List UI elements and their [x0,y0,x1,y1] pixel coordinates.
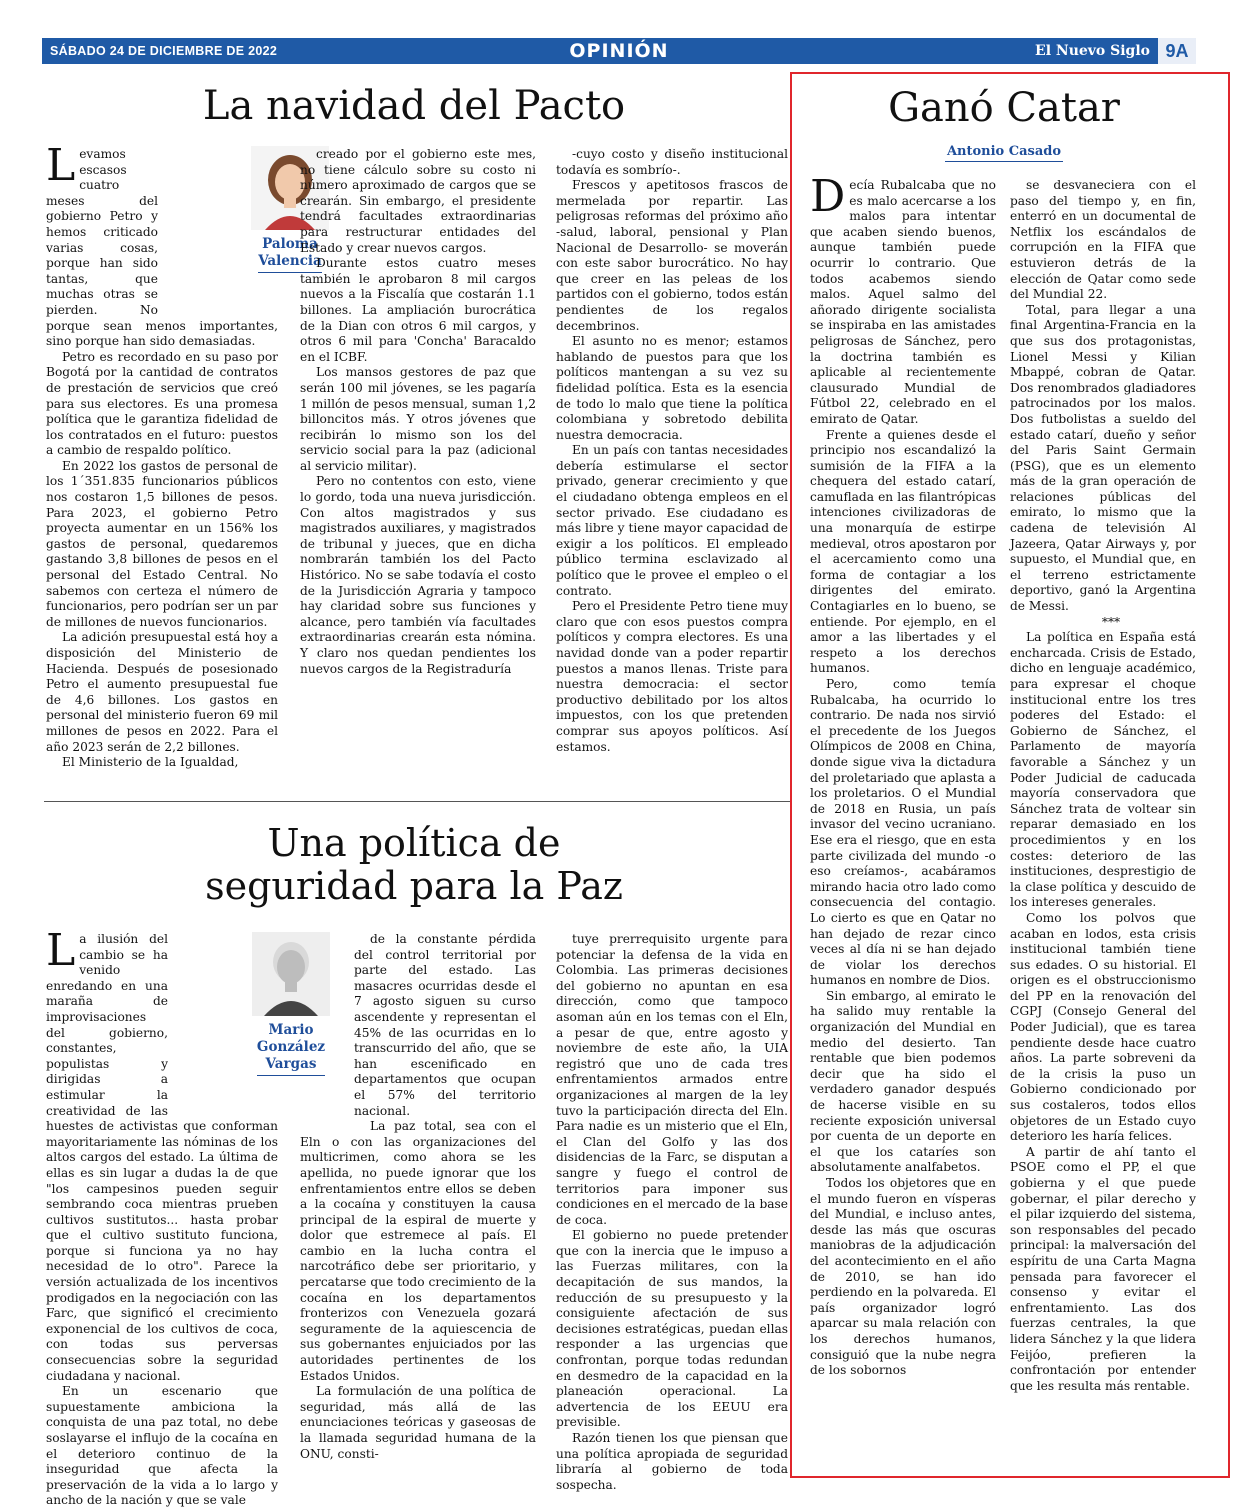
author-photo-spacer [300,932,354,1122]
author-last-name: Vargas [265,1056,317,1072]
drop-cap: L [46,140,76,191]
paragraph: En un escenario que supuestamente ambiciona la conquista de una paz total, no debe soslayarse el influjo de la cocaína en el deterioro continuo de la inseguridad que afecta la preservación de la vida a lo largo y ancho de la nación y que se vale [46,1384,278,1508]
paragraph: Pero no contentos con esto, viene lo gordo, toda una nueva jurisdicción. Con altos magistrados y sus magistrados auxiliares, y magistrados de tribunal y jueces, que en dicha nombrarán también los del Pacto Histórico. No se sabe todavía el costo de la Jurisdicción Agraria y tampoco hay claridad sobre sus funciones y alcance, pero también vía facultades extraordinarias crearán esta nómina. Y claro nos quedan pendientes los nuevos cargos de la Registraduría [300,474,536,676]
paragraph: La ilusión del cambio se ha venido enredando en una maraña de improvisaciones del gobierno, constantes, populistas y dirigidas a estimular la creatividad de las huestes de activistas que conforman mayoritariamente las nóminas de los altos cargos del estado. La última de ellas es sin lugar a dudas la de que "los campesinos pueden seguir sembrando coca mientras prueben cultivos sustitutos... hasta probar que el cultivo sustituto funciona, porque si funciona ya no hay necesidad de lo otro". Parece la versión actualizada de los incentivos prodigados en la negociación con las Farc, que significó el crecimiento exponencial de los cultivos de coca, con todas sus perversas consecuencias sobre la seguridad ciudadana y nacional. [46,925,278,1383]
article3-byline [800,144,1208,159]
article2-column-3 [556,932,788,1492]
paragraph: En 2022 los gastos de personal de los 1´351.835 funcionarios públicos nos costaron 1,5 billones de pesos. Para 2023, el gobierno Petro proyecta aumentar en un 156% los gastos de personal, quedaremos gastando 3,8 billones de pesos en el personal del Estado Central. No sabemos con certeza el número de funcionarios, pero podrían ser un par de millones de nuevos funcionarios. [46,458,278,629]
drop-cap: D [810,171,846,222]
paragraph: La adición presupuestal está hoy a disposición del Ministerio de Hacienda. Después de posesionado Petro el aumento presupuestal fue de 4,6 billones. Los gastos en personal del ministerio fueron 69 mil millones de pesos en 2022. Para el año 2023 serán de 2,2 billones. [46,630,278,754]
article3-column-1 [810,171,996,1470]
article-divider [44,801,792,802]
section-title: OPINIÓN [569,40,669,62]
paragraph: se desvaneciera con el paso del tiempo y, en fin, enterró en un documental de Netflix los escándalos de corrupción en la FIFA que estuvieron detrás de la elección de Qatar como sede del Mundial 22. [1010,178,1196,302]
drop-cap: L [46,925,76,976]
paragraph: Durante estos cuatro meses también le aprobaron 8 mil cargos nuevos a la Fiscalía que costarán 1.1 billones. La ampliación burocrática de la Dian con otros 6 mil cargos, y otros 6 mil para 'Concha' Baracaldo en el ICBF. [300,256,536,364]
article3-headline: Ganó Catar [888,85,1120,131]
newspaper-name: El Nuevo Siglo [1035,43,1150,59]
paragraph: Decía Rubalcaba que no es malo acercarse a los malos para intentar que acaben siendo buenos, aunque también puede ocurrir lo contrario. Que todos acabemos siendo malos. Aquel salmo del añorado dirigente socialista se inspiraba en las amistades peligrosas de Sánchez, pero la doctrina también es aplicable al recientemente clausurado Mundial de Fútbol 22, celebrado en el emirato de Qatar. [810,171,996,426]
article2-column-2 [300,932,536,1474]
paragraph: Frescos y apetitosos frascos de mermelada por repartir. Las peligrosas reformas del próximo año -salud, laboral, pensional y Plan Nacional de Desarrollo- se moverán con este sabor burocrático. No hay que creer en las peleas de los partidos con el gobierno, todos están pendientes de los regalos decembrinos. [556,178,788,333]
paragraph: creado por el gobierno este mes, no tiene cálculo sobre su costo ni número aproximado de cargos que se crearán. Sin embargo, el presidente tendrá facultades extraordinarias para restructurar entidades del Estado y crear nuevos cargos. [300,147,536,255]
paragraph: Los mansos gestores de paz que serán 100 mil jóvenes, se les pagaría 1 millón de pesos mensual, suman 1,2 billoncitos más. Y otros jóvenes que recibirán lo mismo son los del servicio social para la paz (adicional al servicio militar). [300,365,536,473]
issue-date: SÁBADO 24 DE DICIEMBRE DE 2022 [50,44,278,58]
paragraph: Razón tienen los que piensan que una política apropiada de seguridad libraría al gobierno de toda sospecha. [556,1431,788,1492]
article3-column-2 [1010,178,1196,1470]
paragraph: *** [1101,614,1121,629]
article2-headline-line1: Una política de [267,821,561,865]
author-first-name: Paloma [262,236,318,252]
paragraph: El asunto no es menor; estamos hablando de puestos para que los políticos mantengan a su vez su fidelidad política. Esta es la esencia de todo lo malo que tiene la política colombiana y sobretodo debilita nuestra democracia. [556,334,788,442]
paragraph: La paz total, sea con el Eln o con las organizaciones del multicrimen, como ahora se les apellida, no puede ignorar que los enfrentamientos entre ellos se deben a la cocaína y constituyen la causa principal de la espiral de muerte y dolor que estremece al país. El cambio en la lucha contra el narcotráfico debe ser prioritario, y percatarse que todo crecimiento de la cocaína en los departamentos fronterizos con Venezuela gozará seguramente de la aquiescencia de sus gobernantes enjuiciados por las autoridades pertinentes de los Estados Unidos. [300,1119,536,1383]
article1-column-2 [300,147,536,783]
paragraph: Como los polvos que acaban en lodos, esta crisis institucional también tiene sus edades. O su historial. El origen es el obstruccionismo del PP en la renovación del CGPJ (Consejo General del Poder Judicial), que es tarea pendiente desde hace cuatro años. La parte sobreveni da de la crisis la puso un Gobierno condicionado por sus costaleros, todos ellos objetores de un Estado cuyo deterioro les haría felices. [1010,910,1196,1144]
article1-column-1 [46,140,278,783]
paragraph: Pero el Presidente Petro tiene muy claro que con esos puestos compra políticos y compra electores. Es una navidad donde van a poder repartir puestos a manos llenas. Triste para nuestra democracia: el sector productivo debilitado por los altos impuestos, con los que pretenden comprar sus apoyos políticos. Así estamos. [556,599,788,754]
article1-headline: La navidad del Pacto [202,83,626,129]
paragraph: Levamos escasos cuatro meses del gobierno Petro y hemos criticado varias cosas, porque han sido tantas, que muchas otras se pierden. No porque sean menos importantes, sino porque han sido demasiadas. [46,140,278,349]
paragraph: El gobierno no puede pretender que con la inercia que le impuso a las Fuerzas militares, con la decapitación de sus mandos, la reducción de su presupuesto y la consiguiente afectación de sus decisiones estratégicas, puedan ellas responder a las urgencias que confrontan, porque todas redundan en desmedro de la capacidad en la planeación operacional. La advertencia de los EEUU era previsible. [556,1228,788,1430]
paragraph: La política en España está encharcada. Crisis de Estado, dicho en lenguaje académico, para expresar el choque institucional entre los tres poderes del Estado: el Gobierno de Sánchez, el Parlamento de mayoría favorable a Sánchez y un Poder Judicial de caducada mayoría conservadora que Sánchez trata de voltear sin reparar demasiado en los procedimientos y en los costes: deterioro de las instituciones, desprestigio de la clase política y descuido de los intereses generales. [1010,630,1196,910]
page-number: 9A [1158,38,1196,64]
paragraph: Sin embargo, al emirato le ha salido muy rentable la organización del Mundial en medio del desierto. Tan rentable que bien podemos decir que ha sido el verdadero ganador después de hacerse visible en su reciente exposición universal por cuenta de un deporte en el que los cataríes son absolutamente analfabetos. [810,988,996,1175]
author-name: Antonio Casado [945,144,1063,162]
paragraph: Pero, como temía Rubalcaba, ha ocurrido lo contrario. De nada nos sirvió el precedente de los Juegos Olímpicos de 2008 en China, donde sigue viva la dictadura del proletariado que aplasta a los proletarios. O el Mundial de 2018 en Rusia, un país invasor del vecino ucraniano. Ese era el riesgo, que en esta parte civilizada del mundo -o eso creíamos-, acabáramos mirando hacia otro lado como consecuencia del contagio. Lo cierto es que en Qatar no han dejado de rezar cinco veces al día ni se han dejado de violar los derechos humanos en nombre de Dios. [810,677,996,988]
paragraph: En un país con tantas necesidades debería estimularse el sector privado, generar crecimiento y que el ciudadano obtenga empleos en el sector privado. Ese ciudadano es más libre y tiene mayor capacidad de exigir a los políticos. El empleado público termina esclavizado al político que le provee el empleo o el contrato. [556,443,788,598]
article2-headline [44,822,784,907]
paragraph: A partir de ahí tanto el PSOE como el PP, el que gobierna y el que puede gobernar, el pilar derecho y el pilar izquierdo del sistema, son responsables del pecado principal: la malversación del espíritu de una Carta Magna pensada para favorecer el consenso y evitar el enfrentamiento. Las dos fuerzas centrales, la que lidera Sánchez y la que lidera Feijóo, prefieren la confrontación por entender que les resulta más rentable. [1010,1144,1196,1393]
author-last-name: Valencia [258,253,322,269]
paragraph: -cuyo costo y diseño institucional todavía es sombrío-. [556,147,788,177]
paragraph: Petro es recordado en su paso por Bogotá por la cantidad de contratos de prestación de servicios que creó para sus electores. Es una promesa política que le garantiza fidelidad de los contratados en el futuro: puestos a cambio de respaldo político. [46,349,278,458]
paragraph: Total, para llegar a una final Argentina-Francia en la que sus dos protagonistas, Lionel Messi y Kilian Mbappé, cobran de Qatar. Dos renombrados gladiadores patrocinados por los malos. Dos futbolistas a sueldo del estado catarí, dueño y señor del Paris Saint Germain (PSG), que es un elemento más de la gran operación de relaciones públicas del emirato, lo mismo que la cadena de televisión Al Jazeera, Qatar Airways y, por supuesto, el Mundial que, en el terreno estrictamente deportivo, ganó la Argentina de Messi. [1010,302,1196,614]
paragraph: Frente a quienes desde el principio nos escandalizó la sumisión de la FIFA a la chequera del estado catarí, camuflada en las filantrópicas intenciones civilizadoras de una monarquía de estirpe medieval, otros apostaron por el acercamiento como una forma de contagiar a los dirigentes del emirato. Contagiarles en lo bueno, se entiende. Por ejemplo, en el amor a las libertades y el respeto a los derechos humanos. [810,427,996,676]
paragraph: Todos los objetores que en el mundo fueron en vísperas del Mundial, e incluso antes, desde las más que oscuras maniobras de la adjudicación del acontecimiento en el año de 2010, se han ido perdiendo en la polvareda. El país organizador logró aparcar su mala relación con los derechos humanos, consiguió que la nube negra de los sobornos [810,1176,996,1378]
paragraph: El Ministerio de la Igualdad, [62,755,239,770]
article1-column-3 [556,147,788,783]
paragraph: tuye prerrequisito urgente para potenciar la defensa de la vida en Colombia. Las primeras decisiones del gobierno no apuntan en esa dirección, como que tampoco asoman aún en los temas con el Eln, a pesar de que, entre agosto y noviembre de este año, la UIA registró que uno de cada tres enfrentamientos armados entre organizaciones al margen de la ley tuvo la participación directa del Eln. Para nadie es un misterio que el Eln, el Clan del Golfo y las dos disidencias de la Farc, se disputan a sangre y fuego el control de territorios para imponer sus condiciones en el mercado de la base de coca. [556,932,788,1227]
masthead-bar [42,38,1196,64]
author-first-name: Mario [268,1022,314,1038]
paragraph: de la constante pérdida del control territorial por parte del estado. Las masacres ocurridas desde el 7 agosto siguen su curso ascendente y representan el 45% de las ocurridas en lo transcurrido del año, que se han escenificado en departamentos que ocupan el 57% del territorio nacional. [354,932,536,1118]
author-middle-name: González [256,1039,326,1055]
article2-headline-line2: seguridad para la Paz [205,863,623,908]
article2-column-1 [46,925,278,1508]
paragraph: La formulación de una política de seguridad, más allá de las enunciaciones teóricas y gaseosas de la llamada seguridad humana de la ONU, consti- [300,1384,536,1461]
